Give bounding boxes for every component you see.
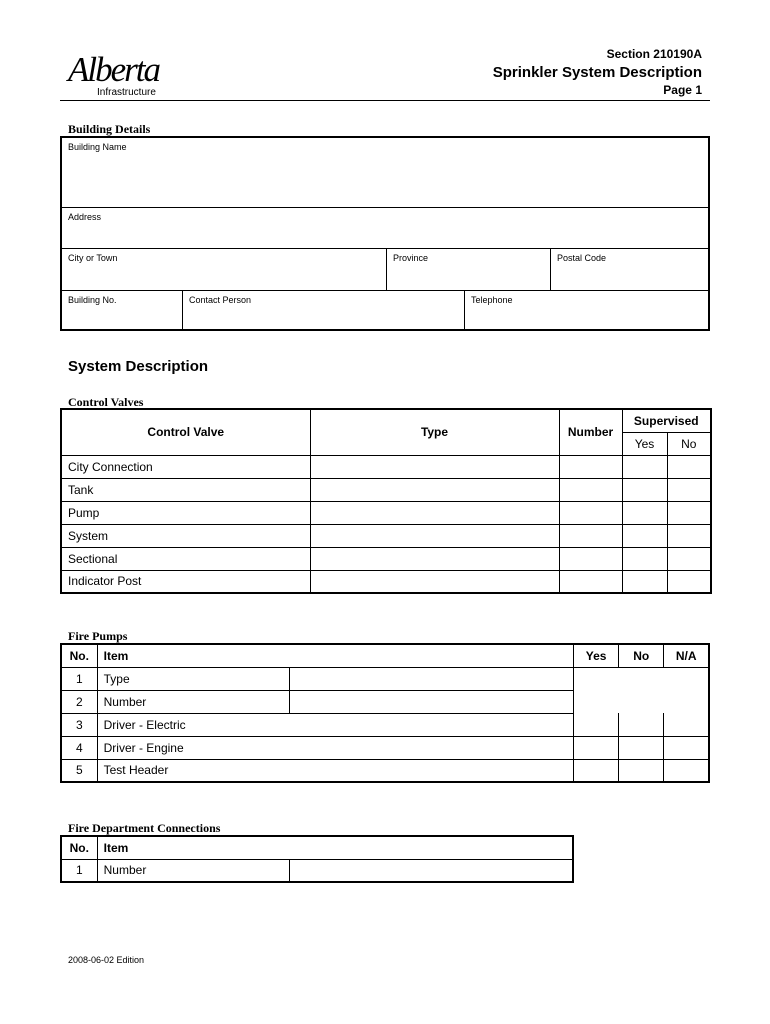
- col-no-answer: No: [619, 644, 664, 667]
- yes-cell[interactable]: [622, 570, 667, 593]
- na-cell[interactable]: [664, 759, 709, 782]
- building-no-field[interactable]: [62, 291, 182, 329]
- valve-name: City Connection: [61, 455, 310, 478]
- yes-cell[interactable]: [622, 478, 667, 501]
- building-name-field[interactable]: [62, 138, 708, 207]
- row-number: 1: [61, 859, 97, 882]
- telephone-label: Telephone: [471, 295, 513, 305]
- number-cell[interactable]: [559, 501, 622, 524]
- table-row: [61, 570, 711, 593]
- row-number: 5: [61, 759, 97, 782]
- valve-name: Tank: [61, 478, 310, 501]
- type-cell[interactable]: [310, 455, 559, 478]
- table-row: [61, 859, 573, 882]
- no-cell[interactable]: [619, 736, 664, 759]
- col-type: Type: [310, 409, 559, 455]
- no-cell[interactable]: [619, 759, 664, 782]
- number-cell[interactable]: [559, 478, 622, 501]
- type-cell[interactable]: [310, 570, 559, 593]
- no-cell[interactable]: [667, 455, 711, 478]
- fire-pumps-heading: Fire Pumps: [68, 629, 128, 643]
- no-cell[interactable]: [667, 570, 711, 593]
- table-row: [61, 524, 711, 547]
- control-valves-heading: Control Valves: [68, 395, 144, 409]
- na-cell[interactable]: [664, 736, 709, 759]
- postal-code-field[interactable]: [550, 249, 708, 290]
- row-number: 4: [61, 736, 97, 759]
- type-cell[interactable]: [310, 478, 559, 501]
- logo-subtitle: Infrastructure: [97, 87, 156, 98]
- system-description-title: System Description: [68, 358, 209, 375]
- row-number: 1: [61, 667, 97, 690]
- fire-department-table: [60, 835, 574, 883]
- edition-footer: 2008-06-02 Edition: [68, 955, 145, 965]
- table-row: [61, 667, 709, 690]
- section-number: Section 210190A: [606, 47, 702, 61]
- col-control-valve: Control Valve: [61, 409, 310, 455]
- building-details-form: [60, 136, 710, 331]
- col-yes: Yes: [574, 644, 619, 667]
- building-name-label: Building Name: [68, 142, 127, 152]
- city-row: [62, 249, 708, 291]
- yes-cell[interactable]: [622, 455, 667, 478]
- yes-cell[interactable]: [574, 736, 619, 759]
- table-row: [61, 736, 709, 759]
- row-number: 3: [61, 713, 97, 736]
- address-row: [62, 208, 708, 249]
- yes-cell[interactable]: [574, 713, 619, 736]
- no-cell[interactable]: [667, 478, 711, 501]
- contact-person-field[interactable]: [182, 291, 464, 329]
- item-label: Number: [97, 690, 290, 713]
- col-number: Number: [559, 409, 622, 455]
- item-label: Number: [97, 859, 290, 882]
- item-label: Driver - Engine: [97, 736, 573, 759]
- col-item: Item: [97, 836, 573, 859]
- type-cell[interactable]: [310, 547, 559, 570]
- valve-name: System: [61, 524, 310, 547]
- document-title: Sprinkler System Description: [492, 64, 702, 81]
- blank-cell: [574, 667, 709, 713]
- table-row: [61, 455, 711, 478]
- building-details-heading: Building Details: [68, 122, 151, 136]
- valve-name: Sectional: [61, 547, 310, 570]
- address-label: Address: [68, 212, 102, 222]
- item-label: Driver - Electric: [97, 713, 573, 736]
- address-field[interactable]: [62, 208, 708, 248]
- col-no: No.: [61, 644, 97, 667]
- item-value-cell[interactable]: [290, 690, 574, 713]
- na-cell[interactable]: [664, 713, 709, 736]
- table-row: [61, 501, 711, 524]
- city-label: City or Town: [68, 253, 118, 263]
- contact-row: [62, 291, 708, 329]
- col-na: N/A: [664, 644, 709, 667]
- col-supervised-no: No: [667, 432, 711, 455]
- col-supervised: Supervised: [622, 409, 711, 432]
- yes-cell[interactable]: [622, 524, 667, 547]
- col-supervised-yes: Yes: [622, 432, 667, 455]
- postal-code-label: Postal Code: [557, 253, 607, 263]
- type-cell[interactable]: [310, 524, 559, 547]
- item-value-cell[interactable]: [290, 859, 573, 882]
- yes-cell[interactable]: [622, 501, 667, 524]
- number-cell[interactable]: [559, 570, 622, 593]
- province-field[interactable]: [386, 249, 550, 290]
- number-cell[interactable]: [559, 547, 622, 570]
- building-no-label: Building No.: [68, 295, 117, 305]
- item-value-cell[interactable]: [290, 667, 574, 690]
- item-label: Test Header: [97, 759, 573, 782]
- building-name-row: [62, 138, 708, 208]
- no-cell[interactable]: [619, 713, 664, 736]
- table-row: [61, 713, 709, 736]
- col-item: Item: [97, 644, 573, 667]
- telephone-field[interactable]: [464, 291, 708, 329]
- fire-department-heading: Fire Department Connections: [68, 821, 221, 835]
- row-number: 2: [61, 690, 97, 713]
- number-cell[interactable]: [559, 455, 622, 478]
- item-label: Type: [97, 667, 290, 690]
- alberta-logo: Alberta: [68, 50, 159, 89]
- yes-cell[interactable]: [574, 759, 619, 782]
- fire-pumps-table: [60, 643, 710, 783]
- no-cell[interactable]: [667, 547, 711, 570]
- col-no: No.: [61, 836, 97, 859]
- number-cell[interactable]: [559, 524, 622, 547]
- control-valves-table: [60, 408, 712, 594]
- valve-name: Pump: [61, 501, 310, 524]
- table-row: [61, 478, 711, 501]
- table-row: [61, 759, 709, 782]
- header-divider: [60, 100, 710, 101]
- no-cell[interactable]: [667, 501, 711, 524]
- page-number: Page 1: [663, 83, 702, 97]
- table-row: [61, 547, 711, 570]
- city-field[interactable]: [62, 249, 386, 290]
- valve-name: Indicator Post: [61, 570, 310, 593]
- type-cell[interactable]: [310, 501, 559, 524]
- no-cell[interactable]: [667, 524, 711, 547]
- yes-cell[interactable]: [622, 547, 667, 570]
- province-label: Province: [393, 253, 429, 263]
- contact-person-label: Contact Person: [189, 295, 252, 305]
